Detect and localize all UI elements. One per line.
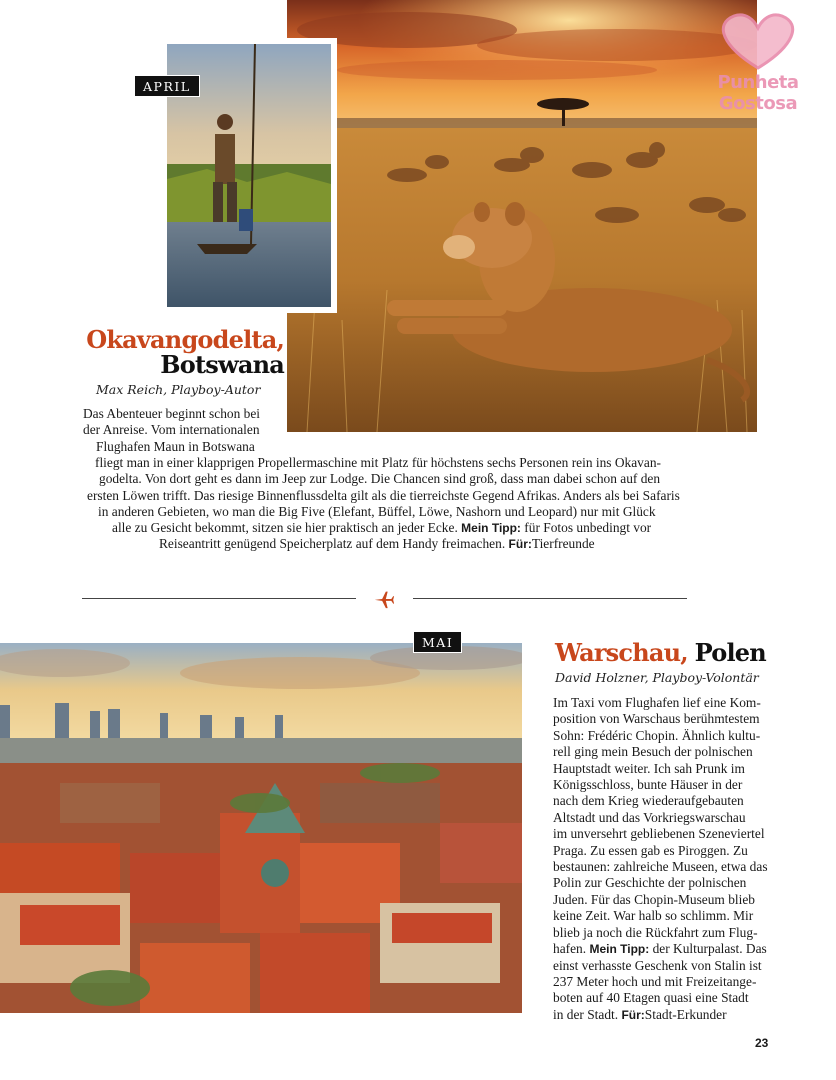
body-line: boten auf 40 Etagen quasi eine Stadt xyxy=(553,990,749,1006)
body-line-for xyxy=(553,1007,778,1023)
article-title-warsaw xyxy=(555,638,766,667)
article-body-narrow xyxy=(83,406,283,455)
for-label: Für: xyxy=(508,537,532,551)
tip-label: Mein Tipp: xyxy=(589,942,650,957)
body-line: einst verhasste Geschenk von Stalin ist xyxy=(553,957,762,973)
body-line: Praga. Zu essen gab es Piroggen. Zu xyxy=(553,842,748,858)
body-line: rell ging mein Besuch der polnischen xyxy=(553,744,753,760)
airplane-icon xyxy=(373,588,395,610)
tip-label: Mein Tipp: xyxy=(461,521,521,535)
body-line: godelta. Von dort geht es dann im Jeep zur Lodge. Die Chancen sind groß, dass man dabei schon auf den xyxy=(99,471,661,486)
article-title-okavango xyxy=(84,327,284,377)
body-line: nach dem Krieg wiederaufgebauten xyxy=(553,793,744,809)
body-line: keine Zeit. War halb so schlimm. Mir xyxy=(553,908,754,924)
warsaw-city-photo xyxy=(0,643,522,1013)
body-line-tip xyxy=(112,520,651,536)
body-text: alle zu Gesicht bekommt, sitzen sie hier praktisch an jeder Ecke. xyxy=(112,520,458,535)
body-text: der Kulturpalast. Das xyxy=(652,941,767,957)
body-line: der Anreise. Vom internationalen xyxy=(83,422,260,438)
body-line: Flughafen Maun in Botswana xyxy=(96,438,255,454)
body-line: Polin zur Geschichte der polnischen xyxy=(553,875,747,891)
body-line: blieb ja noch die Rückfahrt zum Flug- xyxy=(553,924,758,940)
month-tag-april: APRIL xyxy=(134,75,200,97)
watermark-logo xyxy=(682,2,834,114)
body-line: Hauptstadt weiter. Ich sah Prunk im xyxy=(553,760,745,776)
body-line: Das Abenteuer beginnt schon bei xyxy=(83,406,261,421)
body-line-for xyxy=(159,536,595,552)
body-line: Im Taxi vom Flughafen lief eine Kom- xyxy=(553,695,761,710)
body-line: position von Warschaus berühmtestem xyxy=(553,711,760,727)
watermark-text: Punheta Gostosa xyxy=(717,72,799,114)
for-value: Tierfreunde xyxy=(531,536,595,551)
title-location: Okavangodelta, xyxy=(86,325,284,354)
body-line: bestaunen: zahlreiche Museen, etwa das xyxy=(553,859,768,875)
body-line: fliegt man in einer klapprigen Propellermaschine mit Platz für höchstens sechs Personen rein ins Okavan- xyxy=(95,455,661,470)
body-text: hafen. xyxy=(553,941,587,957)
title-country: Polen xyxy=(694,638,766,667)
title-country: Botswana xyxy=(160,350,284,379)
for-label: Für: xyxy=(621,1007,645,1022)
title-location: Warschau, xyxy=(555,638,688,667)
body-line: in anderen Gebieten, wo man die Big Five (Elefant, Büffel, Löwe, Nashorn und Leopard) nur mit Glück xyxy=(98,504,656,519)
article-body-warsaw xyxy=(553,695,778,1023)
separator-line-right xyxy=(413,598,687,599)
body-line: Königsschloss, bunte Häuser in der xyxy=(553,777,743,793)
for-value: Stadt-Erkunder xyxy=(644,1006,727,1022)
month-tag-mai: MAI xyxy=(413,631,462,653)
body-line: ersten Löwen trifft. Das riesige Binnenflussdelta gilt als die tierreichste Gegend Afrikas. Anders als bei Safaris xyxy=(87,488,680,503)
byline-author: Max Reich, Playboy-Autor xyxy=(96,382,261,397)
separator-line-left xyxy=(82,598,356,599)
page-number: 23 xyxy=(755,1036,769,1050)
body-line: Altstadt und das Vorkriegswarschau xyxy=(553,809,746,825)
body-text: Reiseantritt genügend Speicherplatz auf dem Handy freimachen. xyxy=(159,536,506,551)
body-line: Sohn: Frédéric Chopin. Ähnlich kultu- xyxy=(553,727,761,743)
body-text: für Fotos unbedingt vor xyxy=(524,520,652,535)
body-line-tip xyxy=(553,941,778,957)
body-line: im unversehrt gebliebenen Szeneviertel xyxy=(553,826,765,842)
body-line: Juden. Für das Chopin-Museum blieb xyxy=(553,891,755,907)
body-text: in der Stadt. xyxy=(553,1006,619,1022)
body-line: 237 Meter hoch und mit Freizeitange- xyxy=(553,973,757,989)
byline-author: David Holzner, Playboy-Volontär xyxy=(555,670,759,685)
